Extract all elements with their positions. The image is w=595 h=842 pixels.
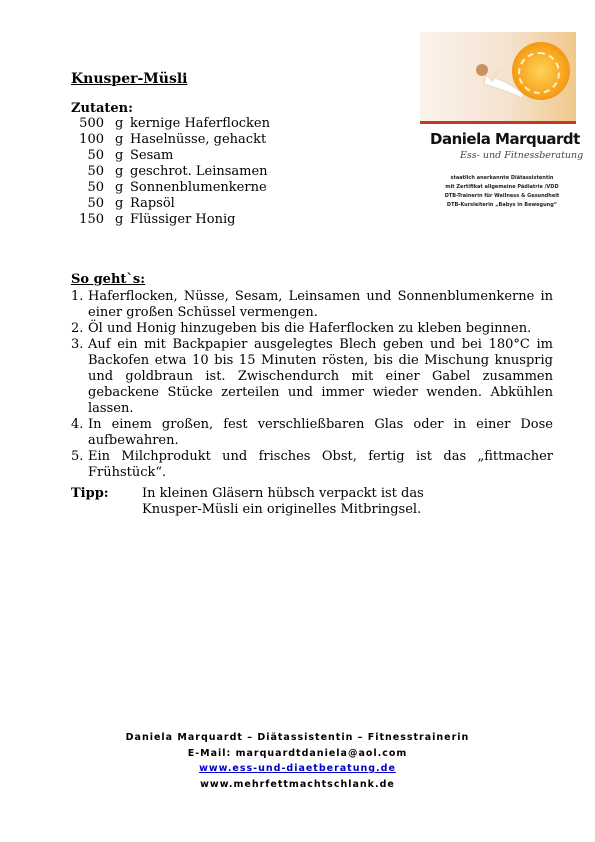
brand-credential-line: staatlich anerkannte Diätassistentin bbox=[450, 175, 554, 181]
ingredient-unit: g bbox=[115, 180, 124, 195]
step-item bbox=[71, 289, 553, 321]
step-number: 5. bbox=[71, 449, 84, 464]
step-text: Haferflocken, Nüsse, Sesam, Leinsamen und Sonnenblumenkerne in einer großen Schüssel vermengen. bbox=[88, 289, 553, 320]
step-item bbox=[71, 417, 553, 449]
footer-name-line: Daniela Marquardt – Diätassistentin – Fitnesstrainerin bbox=[125, 732, 470, 743]
step-text: Öl und Honig hinzugeben bis die Haferflocken zu kleben beginnen. bbox=[88, 321, 532, 336]
tip-text: In kleinen Gläsern hübsch verpackt ist das Knusper-Müsli ein originelles Mitbringsel. bbox=[142, 486, 424, 517]
ingredient-name: geschrot. Leinsamen bbox=[130, 164, 268, 179]
steps-list bbox=[71, 289, 553, 481]
ingredient-name: Sonnenblumenkerne bbox=[130, 180, 267, 195]
step-number: 4. bbox=[71, 417, 84, 432]
ingredient-unit: g bbox=[115, 148, 124, 163]
step-item bbox=[71, 337, 553, 417]
ingredient-qty: 500 bbox=[79, 116, 104, 131]
ingredient-name: Flüssiger Honig bbox=[130, 212, 236, 227]
brand-credentials bbox=[420, 174, 584, 210]
ingredient-qty: 150 bbox=[79, 212, 104, 227]
ingredient-row bbox=[71, 196, 331, 212]
step-text: Ein Milchprodukt und frisches Obst, fertig ist das „fittmacher Frühstück“. bbox=[88, 449, 553, 480]
ingredients-heading: Zutaten: bbox=[71, 101, 133, 116]
step-number: 3. bbox=[71, 337, 84, 352]
ingredient-unit: g bbox=[115, 196, 124, 211]
footer-website-2: www.mehrfettmachtschlank.de bbox=[200, 778, 395, 790]
brand-photo bbox=[420, 32, 576, 124]
brand-credential-line: DTB-Trainerin für Wellness & Gesundheit bbox=[444, 193, 560, 199]
ingredient-unit: g bbox=[115, 116, 124, 131]
ingredient-qty: 50 bbox=[87, 164, 104, 179]
orange-slice-detail bbox=[518, 52, 560, 94]
tip-label: Tipp: bbox=[71, 486, 109, 501]
ingredient-unit: g bbox=[115, 132, 124, 147]
brand-subtitle: Ess- und Fitnessberatung bbox=[460, 150, 584, 161]
footer-link-website[interactable]: www.ess-und-diaetberatung.de bbox=[199, 763, 396, 774]
step-text: Auf ein mit Backpapier ausgelegtes Blech geben und bei 180°C im Backofen etwa 10 bis 15 Minuten rösten, bis die Mischung knusprig und goldbraun ist. Zwischendurch mit einer Gabel zusammen gebackene Stücke zerteilen und immer wieder wenden. Abkühlen lassen. bbox=[88, 337, 553, 416]
ingredient-unit: g bbox=[115, 164, 124, 179]
brand-logo bbox=[420, 22, 584, 208]
ingredient-name: kernige Haferflocken bbox=[130, 116, 270, 131]
ingredient-qty: 50 bbox=[87, 148, 104, 163]
step-item bbox=[71, 321, 553, 337]
brand-credential-line: mit Zertifikat allgemeine Pädiatrie /VDD bbox=[445, 184, 559, 190]
ingredient-qty: 100 bbox=[79, 132, 104, 147]
ingredient-name: Rapsöl bbox=[130, 196, 175, 211]
brand-name: Daniela Marquardt bbox=[430, 130, 580, 148]
ingredient-row bbox=[71, 116, 331, 132]
ingredient-row bbox=[71, 180, 331, 196]
recipe-title: Knusper-Müsli bbox=[71, 71, 188, 87]
footer bbox=[0, 730, 595, 792]
step-number: 1. bbox=[71, 289, 84, 304]
brand-credential-line: DTB-Kursleiterin „Babys in Bewegung“ bbox=[446, 202, 558, 208]
ingredient-row bbox=[71, 148, 331, 164]
step-item bbox=[71, 449, 553, 481]
steps-heading: So geht`s: bbox=[71, 272, 146, 287]
ingredient-name: Sesam bbox=[130, 148, 174, 163]
brand-photo-bar bbox=[420, 121, 576, 124]
ingredient-row bbox=[71, 164, 331, 180]
ingredient-unit: g bbox=[115, 212, 124, 227]
ingredient-qty: 50 bbox=[87, 196, 104, 211]
step-number: 2. bbox=[71, 321, 84, 336]
ingredient-name: Haselnüsse, gehackt bbox=[130, 132, 267, 147]
ingredients-list bbox=[71, 116, 331, 228]
ingredient-row bbox=[71, 212, 331, 228]
ingredient-qty: 50 bbox=[87, 180, 104, 195]
footer-email: E-Mail: marquardtdaniela@aol.com bbox=[187, 747, 408, 759]
ingredient-row bbox=[71, 132, 331, 148]
step-text: In einem großen, fest verschließbaren Glas oder in einer Dose aufbewahren. bbox=[88, 417, 553, 448]
